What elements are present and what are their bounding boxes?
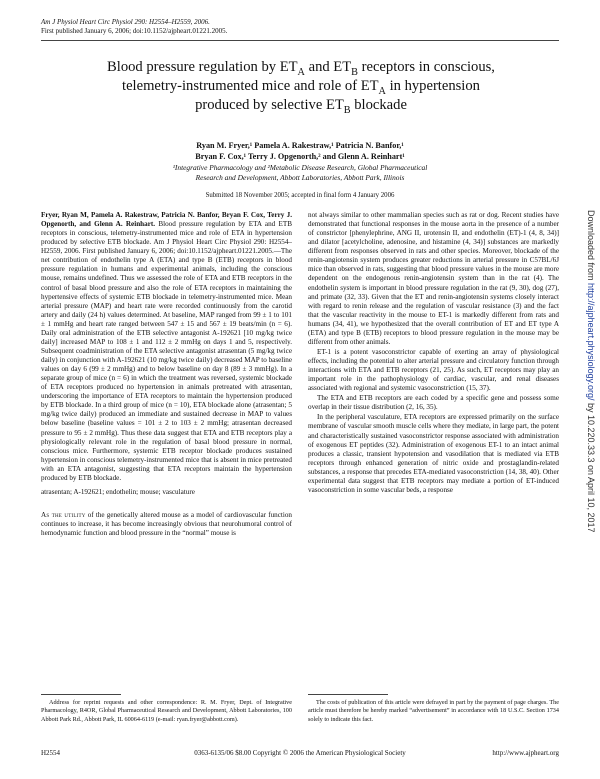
abstract-authors: Fryer, Ryan M, Pamela A. Rakestraw, Patricia N. Banfor, Bryan F. Cox, Terry J. Opgenorth, and Glenn A. Reinhart. xyxy=(41,211,292,229)
journal-header xyxy=(41,18,461,36)
abstract xyxy=(41,211,292,483)
body-paragraph-3: The ETA and ETB receptors are each coded by a specific gene and possess some overlap in their tissue distribution (2, 16, 35). xyxy=(308,394,559,412)
right-column xyxy=(308,211,559,495)
affiliation xyxy=(60,163,540,183)
download-notice: Downloaded from http://ajpheart.physiology.org/ by 10.220.33.3 on April 10, 2017 xyxy=(586,210,596,533)
keywords: atrasentan; A-192621; endothelin; mouse; vasculature xyxy=(41,487,195,496)
intro-paragraph xyxy=(41,511,292,538)
footnote-rule-right xyxy=(308,694,388,695)
authors-line-2: Bryan F. Cox,¹ Terry J. Opgenorth,² and Glenn A. Reinhart¹ xyxy=(195,152,405,161)
intro-text: of the genetically altered mouse as a model of cardiovascular function continues to increase, it has become increasingly obvious that neurohumoral control of hemodynamic function and blood pressure in the “normal” mouse is xyxy=(41,510,292,538)
body-paragraph-1: not always similar to other mammalian species such as rat or dog. Recent studies have demonstrated that functional responses in the mouse aorta in the presence of a number of constrictor [phenylephrine, ANG II, urotensin II, and endothelin (ET)-1 (4, 8, 34)] and dilator [acetylcholine, adenosine, and histamine (4, 34)] substances are markedly different from responses observed in rats and other species. Moreover, blockade of the renin-angiotensin system produces greater reductions in arterial pressure in C57BL/6J mice than observed in rats, suggesting that blood pressure values in the mouse are more dependent on the endogenous renin-angiotensin system than in the rat (4). The endothelin system is important in blood pressure regulation in the rat (9, 30), dog (27), and primate (32, 33). Given that the ET and renin-angiotensin systems closely interact with regard to renin release and the regulation of vascular resistance (3) and the fact that the vascular reactivity in the mouse to ET-1 is markedly different from rats and humans (34, 41), we hypothesized that the overall contribution of ET and ET type A (ETA) and type B (ETB) receptors to blood pressure regulation in the mouse may be different from other animals. xyxy=(308,211,559,346)
title-line-3: produced by selective $ET_B$ blockade xyxy=(195,97,407,116)
intro-lead: As the utility xyxy=(41,510,86,519)
footnote-publication-costs: The costs of publication of this article were defrayed in part by the payment of page charges. The article must therefore be hereby marked “advertisement” in accordance with 18 U.S.C. Section 1734 solely to indicate this fact. xyxy=(308,699,559,723)
copyright-line: 0363-6135/06 $8.00 Copyright © 2006 the American Physiological Society xyxy=(194,749,406,757)
journal-citation: Am J Physiol Heart Circ Physiol 290: H2554–H2559, 2006. xyxy=(41,18,210,26)
title-line-1: Blood pressure regulation by $ET_A$ and $ET_B$ receptors in conscious, xyxy=(107,59,495,78)
affiliation-line-1: ¹Integrative Pharmacology and ²Metabolic Disease Research, Global Pharmaceutical xyxy=(172,163,428,172)
body-paragraph-4: In the peripheral vasculature, ETA receptors are expressed primarily on the surface membrane of vascular smooth muscle cells where they mediate, in large part, the potent and characteristically sustained vasoconstrictor response associated with administration of exogenous ET peptides (32). Administration of exogenous ET-1 to an intact animal produces a classic, transient hypotension and vasodilation that is mediated via ETB receptors through enhanced generation of nitric oxide and prostaglandin-related substances, a response that precedes ETA-mediated vasoconstriction (14, 38, 40). Other experimental data suggest that ETB receptors may mediate a portion of ET-induced vasoconstriction in some vascular beds, a response xyxy=(308,413,559,494)
affiliation-line-2: Research and Development, Abbott Laboratories, Abbott Park, Illinois xyxy=(195,173,405,182)
header-rule xyxy=(41,40,559,41)
journal-url[interactable]: http://www.ajpheart.org xyxy=(492,749,559,757)
page-number: H2554 xyxy=(41,749,61,757)
title-line-2: telemetry-instrumented mice and role of $ET_A$ in hypertension xyxy=(122,78,480,97)
journal-first-published: First published January 6, 2006; doi:10.1152/ajpheart.01221.2005. xyxy=(41,27,228,35)
download-link[interactable]: http://ajpheart.physiology.org/ xyxy=(586,283,596,401)
download-sidebar xyxy=(586,210,596,590)
footnote-rule-left xyxy=(41,694,121,695)
left-column xyxy=(41,211,292,538)
abstract-text: Blood pressure regulation by ETA and ETB receptors in conscious, telemetry-instrumented mice and role of ETA in hypertension produced by selective ETB blockade. Am J Physiol Heart Circ Physiol 290: H2554–H2559, 2006. First published January 6, 2006; doi:10.1152/ajpheart.01221.2005.—The net contribution of endothelin type A (ETA) and type B (ETB) receptors in blood pressure regulation in humans and experimental animals, including the conscious mouse, remains undefined. Thus we assessed the role of ETA and ETB receptors in the control of basal blood pressure and also the role of ETA receptors in maintaining the hypertensive effects of systemic ETB blockade in telemetry-instrumented mice. Mean arterial pressure (MAP) and heart rate were recorded continuously from the carotid artery and daily (24 h) values determined. At baseline, MAP ranged from 99 ± 1 to 101 ± 1 mmHg and heart rate ranged between 547 ± 15 and 567 ± 19 beats/min (n = 6). Daily oral administration of the ETB selective antagonist A-192621 [10 mg/kg twice daily] increased MAP to 108 ± 1 and 112 ± 2 mmHg on days 1 and 5, respectively. Subsequent coadministration of the ETA selective antagonist atrasentan (5 mg/kg twice daily) in conjunction with A-192621 (10 mg/kg twice daily) decreased MAP to baseline values on day 6 (99 ± 2 mmHg) and to below baseline on day 8 (89 ± 3 mmHg). In a separate group of mice (n = 6) in which the treatment was reversed, systemic blockade of ETA receptors produced no hypertension in animals pretreated with atrasentan, underscoring the importance of ETA receptors to maintain the hypertension produced by ETB blockade. In a third group of mice (n = 10), ETA blockade alone (atrasentan; 5 mg/kg twice daily) produced an immediate and sustained decrease in MAP to values below baseline (baseline values = 101 ± 2 to 103 ± 2 mmHg; atrasentan decreased pressure to 95 ± 2 mmHg). Thus these data suggest that ETA and ETB receptors play a physiologically relevant role in the regulation of basal blood pressure in normal, conscious mice. Furthermore, systemic ETB receptor blockade produces sustained hypertension in conscious telemetry-instrumented mice that is absent in mice pretreated with an ETA antagonist, suggesting that ETA receptors maintain the hypertension produced by ETB blockade. xyxy=(41,220,292,482)
authors-line-1: Ryan M. Fryer,¹ Pamela A. Rakestraw,¹ Patricia N. Banfor,¹ xyxy=(196,141,404,150)
body-paragraph-2: ET-1 is a potent vasoconstrictor capable of exerting an array of physiological effects, including the potential to alter arterial pressure and circulatory function through interactions with ETA and ETB receptors (21, 25). As such, ET receptors may play an important role in the pathophysiology of cardiac, vascular, and renal diseases associated with regional and systemic vasoconstriction (15, 37). xyxy=(308,347,559,393)
footnote-correspondence: Address for reprint requests and other correspondence: R. M. Fryer, Dept. of Integrative Pharmacology, R4OR, Global Pharmaceutical Research and Development, Abbott Laboratories, 100 Abbott Park Rd., Abbott Park, IL 60064-6119 (e-mail: ryan.fryer@abbott.com). xyxy=(41,699,292,723)
author-list xyxy=(60,140,540,162)
article-title xyxy=(56,58,546,115)
submission-dates: Submitted 18 November 2005; accepted in final form 4 January 2006 xyxy=(205,192,395,199)
